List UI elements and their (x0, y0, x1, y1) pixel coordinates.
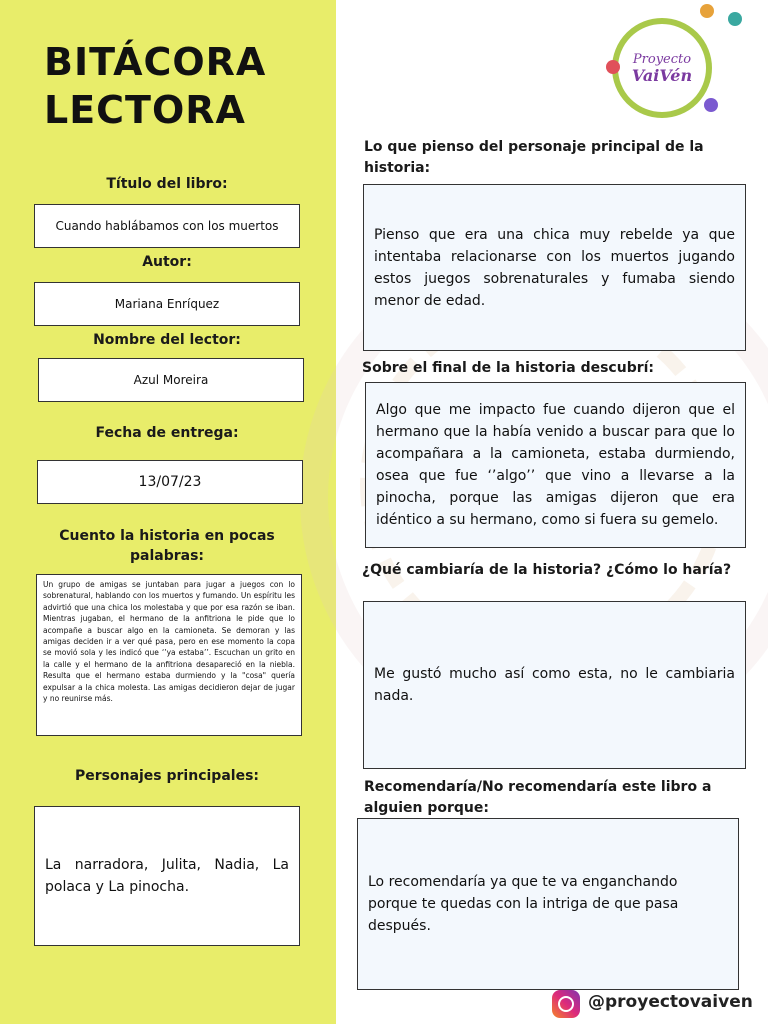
reader-value: Azul Moreira (133, 373, 209, 387)
logo-tassel-red (606, 60, 620, 74)
question-2: Sobre el final de la historia descubrí: (362, 360, 655, 376)
date-box (37, 460, 303, 504)
summary-box (36, 574, 302, 736)
summary-text: Un grupo de amigas se juntaban para jugar a juegos con lo sobrenatural, hablando con los muertos y fumando. Un espíritu les advirtió que una chica los molestaba y que por esa razón se iban. Mientras jugaban, el hermano de la anfitriona le pide que lo acompañe a buscar algo en la camioneta. Se demoran y las amigas deciden ir a ver qué pasa, pero en ese momento la copa se movió sola y les indicó que ‘’ya estaba’’. Escuchan un grito en la calle y el hermano de la anfitriona desapareció en la niebla. Resulta que el hermano estaba durmiendo y la "cosa" quería expulsar a la chica molesta. Las amigas decidieron dejar de jugar y no reunirse más. (43, 580, 295, 704)
reader-label: Nombre del lector: (93, 332, 241, 348)
author-box (34, 282, 300, 326)
book-title-value: Cuando hablábamos con los muertos (55, 219, 279, 233)
title-line-2: LECTORA (44, 88, 246, 132)
answer-2-text: Algo que me impacto fue cuando dijeron que el hermano que la había venido a buscar para que lo acompañara a la camioneta, estaba durmiendo, osea que fue ‘’algo’’ que vino a llevarse a la pinocha, porque las amigas dijeron que era idéntico a su hermano, como si fuera su gemelo. (376, 402, 735, 528)
instagram-icon (552, 990, 580, 1018)
logo-line-1: Proyecto (632, 51, 692, 67)
answer-3-text: Me gustó mucho así como esta, no le cambiaria nada. (374, 666, 735, 704)
author-label: Autor: (142, 254, 192, 270)
logo-line-2: VaiVén (631, 65, 693, 85)
answer-3-box (363, 601, 746, 769)
logo-tassel-purple (704, 98, 718, 112)
characters-box (34, 806, 300, 946)
summary-label: Cuento la historia en pocas palabras: (59, 528, 275, 564)
question-4: Recomendaría/No recomendaría este libro a alguien porque: (364, 779, 712, 816)
answer-1-box (363, 184, 746, 351)
date-label: Fecha de entrega: (95, 425, 239, 441)
author-value: Mariana Enríquez (114, 297, 220, 311)
page-title (44, 38, 314, 134)
question-1: Lo que pienso del personaje principal de la historia: (364, 139, 704, 176)
reader-box (38, 358, 304, 402)
characters-label: Personajes principales: (74, 768, 259, 784)
answer-4-text: Lo recomendaría ya que te va enganchando porque te quedas con la intriga de que pasa después. (368, 874, 679, 934)
proyecto-vaiven-logo (612, 18, 712, 118)
title-line-1: BITÁCORA (44, 40, 267, 84)
answer-1-text: Pienso que era una chica muy rebelde ya que intentaba relacionarse con los muertos jugando estos juegos sobrenaturales y fumaba siendo menor de edad. (374, 226, 735, 309)
book-title-box (34, 204, 300, 248)
logo-tassel-orange (700, 4, 714, 18)
instagram-handle: @proyectovaiven (588, 992, 753, 1012)
characters-text: La narradora, Julita, Nadia, La polaca y La pinocha. (45, 857, 289, 895)
answer-4-box (357, 818, 739, 990)
answer-2-box (365, 382, 746, 548)
date-value: 13/07/23 (138, 474, 202, 490)
logo-tassel-teal (728, 12, 742, 26)
question-3: ¿Qué cambiaría de la historia? ¿Cómo lo haría? (362, 562, 732, 578)
book-title-label: Título del libro: (106, 176, 228, 192)
